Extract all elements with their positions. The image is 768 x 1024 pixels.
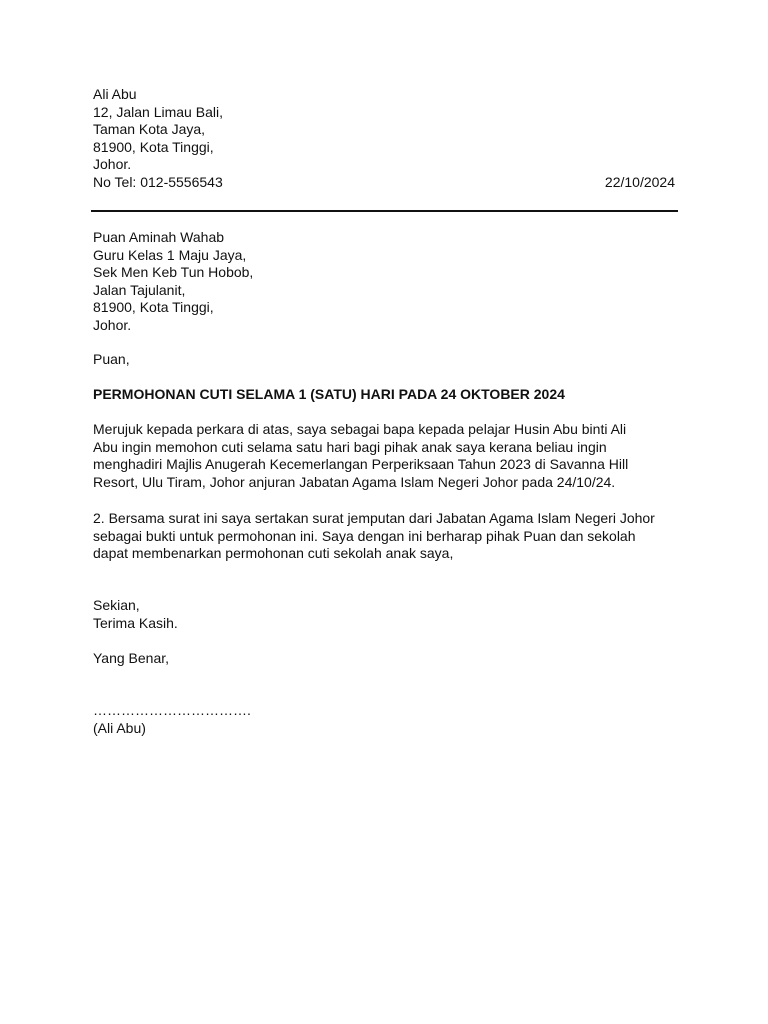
signature-block [93, 702, 251, 737]
sender-address-line: Johor. [93, 156, 132, 172]
subject-heading [93, 386, 565, 404]
paragraph-line: Resort, Ulu Tiram, Johor anjuran Jabatan Agama Islam Negeri Johor pada 24/10/24. [93, 473, 616, 490]
recipient-name: Puan Aminah Wahab [93, 229, 225, 245]
paragraph-line: Abu ingin memohon cuti selama satu hari bagi pihak anak saya kerana beliau ingin [93, 438, 607, 455]
signature-line: ……………………………. [93, 702, 251, 718]
paragraph-line: menghadiri Majlis Anugerah Kecemerlangan Perperiksaan Tahun 2023 di Savanna Hill [93, 456, 629, 472]
sender-address-line: Taman Kota Jaya, [93, 121, 206, 137]
phone-date-row [93, 174, 675, 192]
recipient-address-line: 81900, Kota Tinggi, [93, 299, 214, 315]
paragraph-line: 2. Bersama surat ini saya sertakan surat jemputan dari Jabatan Agama Islam Negeri Johor [93, 510, 655, 526]
closing-line: Terima Kasih. [93, 614, 178, 631]
sender-address-block [93, 86, 675, 191]
recipient-address-line: Guru Kelas 1 Maju Jaya, [93, 246, 247, 263]
signatory-name: (Ali Abu) [93, 719, 146, 736]
header-divider [91, 210, 678, 212]
recipient-address-line: Sek Men Keb Tun Hobob, [93, 264, 254, 280]
closing-block [93, 597, 178, 632]
paragraph-line: Merujuk kepada perkara di atas, saya sebagai bapa kepada pelajar Husin Abu binti Ali [93, 421, 627, 437]
closing-line: Sekian, [93, 597, 140, 613]
recipient-address-line: Jalan Tajulanit, [93, 281, 186, 298]
regards-text: Yang Benar, [93, 650, 170, 666]
sender-phone: No Tel: 012-5556543 [93, 173, 223, 190]
recipient-address-block [93, 229, 253, 334]
subject-text: PERMOHONAN CUTI SELAMA 1 (SATU) HARI PADA 24 OKTOBER 2024 [93, 386, 565, 402]
recipient-address-line: Johor. [93, 316, 132, 333]
letter-date: 22/10/2024 [604, 173, 675, 190]
salutation-text: Puan, [93, 351, 130, 367]
paragraph-line: sebagai bukti untuk permohonan ini. Saya dengan ini berharap pihak Puan dan sekolah [93, 527, 636, 544]
regards-block [93, 650, 169, 668]
sender-name: Ali Abu [93, 86, 137, 102]
body-paragraph-2 [93, 510, 655, 563]
paragraph-line: dapat membenarkan permohonan cuti sekolah anak saya, [93, 545, 454, 561]
sender-address-line: 81900, Kota Tinggi, [93, 138, 214, 155]
sender-address-line: 12, Jalan Limau Bali, [93, 103, 223, 120]
salutation [93, 351, 130, 369]
body-paragraph-1 [93, 421, 628, 491]
